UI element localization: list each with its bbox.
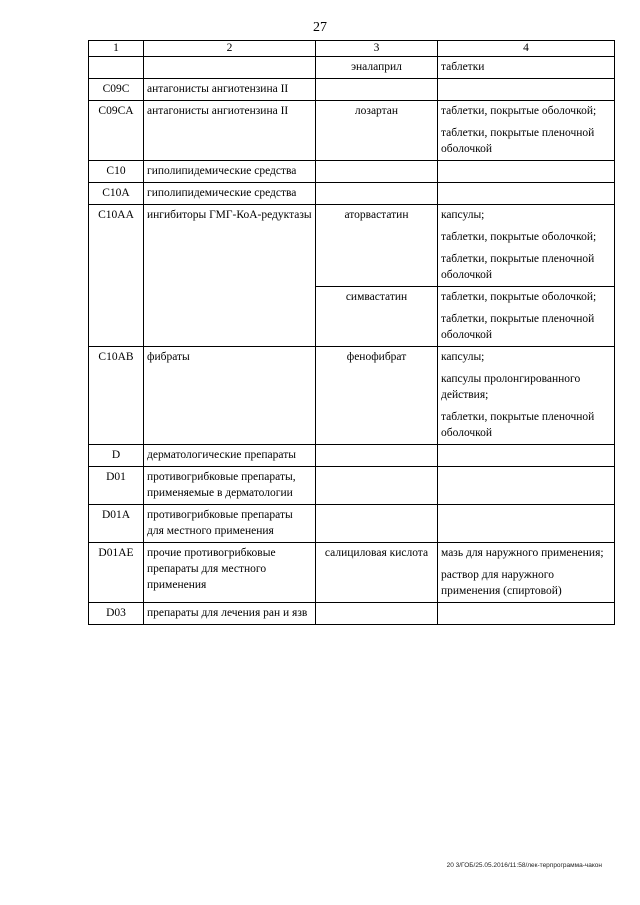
drug-name: [316, 161, 438, 183]
group-name: антагонисты ангиотензина II: [144, 101, 316, 161]
atc-code: D01A: [89, 505, 144, 543]
drug-table: [88, 40, 615, 625]
dosage-form: капсулы;: [441, 209, 485, 221]
atc-code: C10A: [89, 183, 144, 205]
group-name: прочие противогрибковые препараты для местного применения: [144, 543, 316, 603]
table-row: [89, 603, 615, 625]
atc-code: C09CA: [89, 101, 144, 161]
atc-code: D01AE: [89, 543, 144, 603]
atc-code: D: [89, 445, 144, 467]
atc-code: C10: [89, 161, 144, 183]
column-header: 1: [89, 41, 144, 57]
dosage-forms: [438, 101, 615, 161]
atc-code: C10AB: [89, 347, 144, 445]
dosage-form: таблетки, покрытые оболочкой;: [441, 105, 597, 117]
document-footer: 20 3/ГОБ/25.05.2016/11:58/лек-терпрограмма-чакон: [446, 862, 602, 869]
table-row: [89, 183, 615, 205]
table-header-row: [89, 41, 615, 57]
table-row: [89, 445, 615, 467]
group-name: дерматологические препараты: [144, 445, 316, 467]
drug-name: [316, 445, 438, 467]
atc-code: D01: [89, 467, 144, 505]
atc-code: [89, 57, 144, 79]
group-name: гиполипидемические средства: [144, 161, 316, 183]
dosage-forms: [438, 161, 615, 183]
dosage-form: таблетки, покрытые оболочкой;: [441, 231, 597, 243]
drug-name: эналаприл: [316, 57, 438, 79]
atc-code: D03: [89, 603, 144, 625]
group-name: препараты для лечения ран и язв: [144, 603, 316, 625]
table-row: [89, 101, 615, 161]
drug-name: лозартан: [316, 101, 438, 161]
dosage-form: таблетки, покрытые пленочной оболочкой: [441, 411, 595, 439]
group-name: противогрибковые препараты, применяемые в дерматологии: [144, 467, 316, 505]
group-name: гиполипидемические средства: [144, 183, 316, 205]
dosage-forms: [438, 347, 615, 445]
dosage-forms: [438, 543, 615, 603]
group-name: [144, 57, 316, 79]
table-row: [89, 79, 615, 101]
table-row: [89, 205, 615, 287]
dosage-forms: [438, 505, 615, 543]
drug-name: аторвастатин: [316, 205, 438, 287]
dosage-form: раствор для наружного применения (спиртовой): [441, 569, 562, 597]
drug-name: [316, 79, 438, 101]
atc-code: C10AA: [89, 205, 144, 347]
dosage-forms: [438, 467, 615, 505]
dosage-forms: [438, 445, 615, 467]
dosage-forms: [438, 603, 615, 625]
column-header: 3: [316, 41, 438, 57]
column-header: 4: [438, 41, 615, 57]
dosage-form: таблетки, покрытые пленочной оболочкой: [441, 313, 595, 341]
table-row: [89, 161, 615, 183]
drug-name: [316, 603, 438, 625]
dosage-form: капсулы пролонгированного действия;: [441, 373, 581, 401]
drug-name: [316, 183, 438, 205]
dosage-forms: [438, 79, 615, 101]
table-row: [89, 347, 615, 445]
dosage-forms: [438, 57, 615, 79]
dosage-forms: [438, 287, 615, 347]
group-name: фибраты: [144, 347, 316, 445]
dosage-form: капсулы;: [441, 351, 485, 363]
drug-name: симвастатин: [316, 287, 438, 347]
group-name: противогрибковые препараты для местного применения: [144, 505, 316, 543]
table-row: [89, 57, 615, 79]
page-number: 27: [313, 20, 327, 35]
drug-name: фенофибрат: [316, 347, 438, 445]
table-row: [89, 505, 615, 543]
group-name: антагонисты ангиотензина II: [144, 79, 316, 101]
dosage-forms: [438, 205, 615, 287]
dosage-form: таблетки, покрытые оболочкой;: [441, 291, 597, 303]
table-row: [89, 467, 615, 505]
table-row: [89, 543, 615, 603]
dosage-forms: [438, 183, 615, 205]
group-name: ингибиторы ГМГ-КоА-редуктазы: [144, 205, 316, 347]
column-header: 2: [144, 41, 316, 57]
dosage-form: мазь для наружного применения;: [441, 547, 604, 559]
drug-name: [316, 467, 438, 505]
dosage-form: таблетки: [441, 61, 485, 73]
drug-name: [316, 505, 438, 543]
atc-code: C09C: [89, 79, 144, 101]
dosage-form: таблетки, покрытые пленочной оболочкой: [441, 253, 595, 281]
drug-name: салициловая кислота: [316, 543, 438, 603]
dosage-form: таблетки, покрытые пленочной оболочкой: [441, 127, 595, 155]
